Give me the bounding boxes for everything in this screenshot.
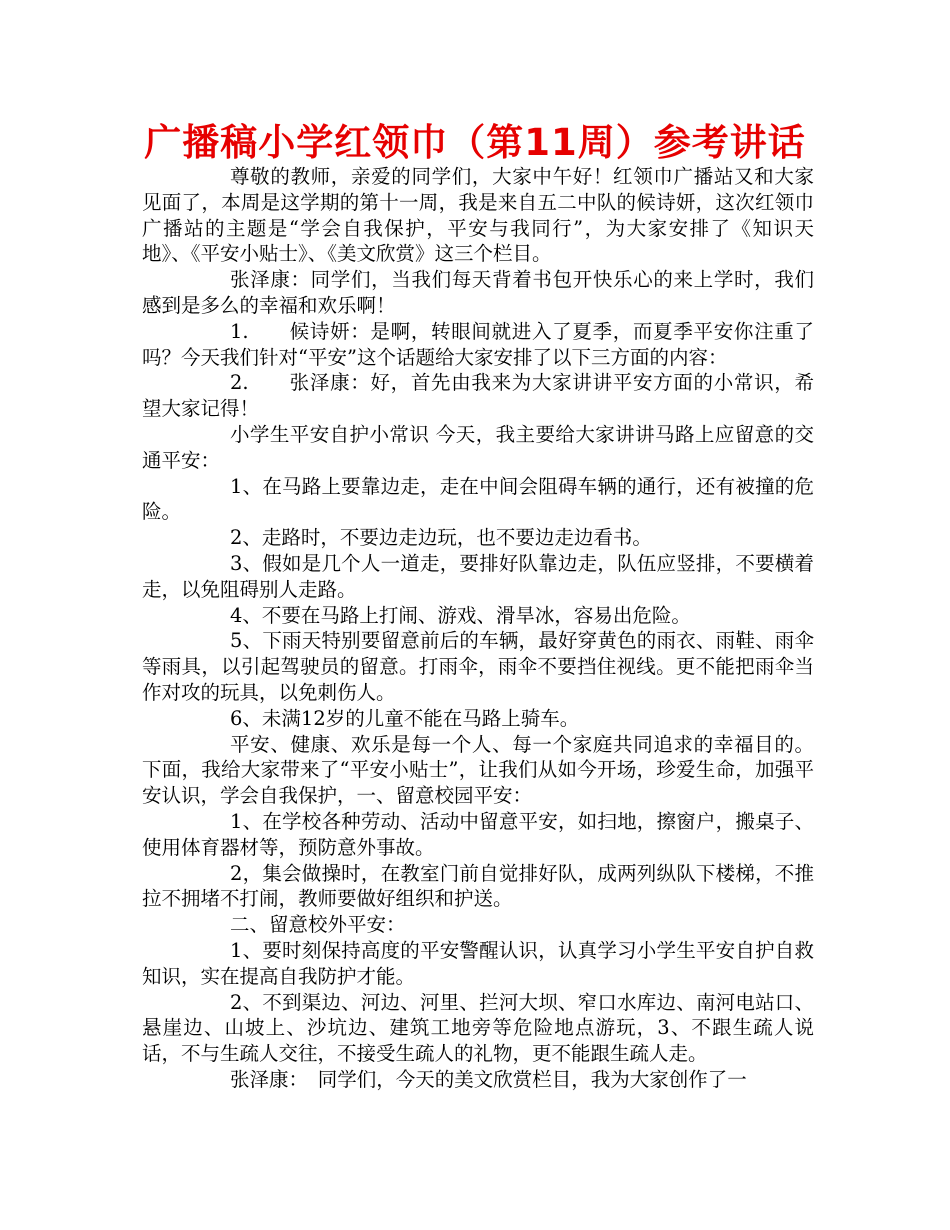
paragraph-greeting: 尊敬的教师，亲爱的同学们，大家中午好！红领巾广播站又和大家见面了，本周是这学期的第十一周，我是来自五二中队的候诗妍，这次红领巾广播站的主题是“学会自我保护，平安与我同行”，为大家安排了《知识天地》、《平安小贴士》、《美文欣赏》这三个栏目。 [142,165,814,266]
paragraph-zhang-essay: 张泽康： 同学们，今天的美文欣赏栏目，我为大家创作了一 [230,1067,747,1091]
list-item-off-campus-1: 1、要时刻保持高度的平安警醒认识，认真学习小学生平安自护自救知识，实在提高自我防护才能。 [142,938,814,988]
list-item-road-1: 1、在马路上要靠边走，走在中间会阻碍车辆的通行，还有被撞的危险。 [142,474,814,524]
list-item-off-campus-2: 2、不到渠边、河边、河里、拦河大坝、窄口水库边、南河电站口、悬崖边、山坡上、沙坑边、建筑工地旁等危险地点游玩，3、不跟生疏人说话，不与生疏人交往，不接受生疏人的礼物，更不能跟生疏人走。 [142,990,814,1066]
paragraph-hou-summer: 1. 候诗妍：是啊，转眼间就进入了夏季，而夏季平安你注重了吗？今天我们针对“平安”这个话题给大家安排了以下三方面的内容： [142,319,814,369]
list-item-road-3: 3、假如是几个人一道走，要排好队靠边走，队伍应竖排，不要横着走，以免阻碍别人走路。 [142,551,814,601]
document-title: 广播稿小学红领巾（第11周）参考讲话 [144,121,806,164]
paragraph-zhang-tips: 2. 张泽康：好，首先由我来为大家讲讲平安方面的小常识，希望大家记得！ [142,371,814,421]
list-item-campus-1: 1、在学校各种劳动、活动中留意平安，如扫地，擦窗户，搬桌子、使用体育器材等，预防意外事故。 [142,809,814,859]
paragraph-safety-tips-intro: 平安、健康、欢乐是每一个人、每一个家庭共同追求的幸福目的。下面，我给大家带来了“平安小贴士”，让我们从如今开场，珍爱生命，加强平安认识，学会自我保护，一、留意校园平安： [142,732,814,808]
section-heading-off-campus: 二、留意校外平安： [230,913,406,937]
list-item-road-4: 4、不要在马路上打闹、游戏、滑旱冰，容易出危险。 [230,603,691,627]
paragraph-zhang-intro: 张泽康：同学们，当我们每天背着书包开快乐心的来上学时，我们感到是多么的幸福和欢乐啊！ [142,268,814,317]
paragraph-safety-knowledge: 小学生平安自护小常识 今天，我主要给大家讲讲马路上应留意的交通平安： [142,422,814,472]
document-body [142,164,814,1093]
list-item-road-2: 2、走路时，不要边走边玩，也不要边走边看书。 [230,526,652,550]
list-item-road-6: 6、未满12岁的儿童不能在马路上骑车。 [230,706,580,730]
list-item-road-5: 5、下雨天特别要留意前后的车辆，最好穿黄色的雨衣、雨鞋、雨伞等雨具，以引起驾驶员的留意。打雨伞，雨伞不要挡住视线。更不能把雨伞当作对攻的玩具，以免刺伤人。 [142,629,814,704]
list-item-campus-2: 2，集会做操时，在教室门前自觉排好队，成两列纵队下楼梯，不推拉不拥堵不打闹，教师要做好组织和护送。 [142,861,814,911]
